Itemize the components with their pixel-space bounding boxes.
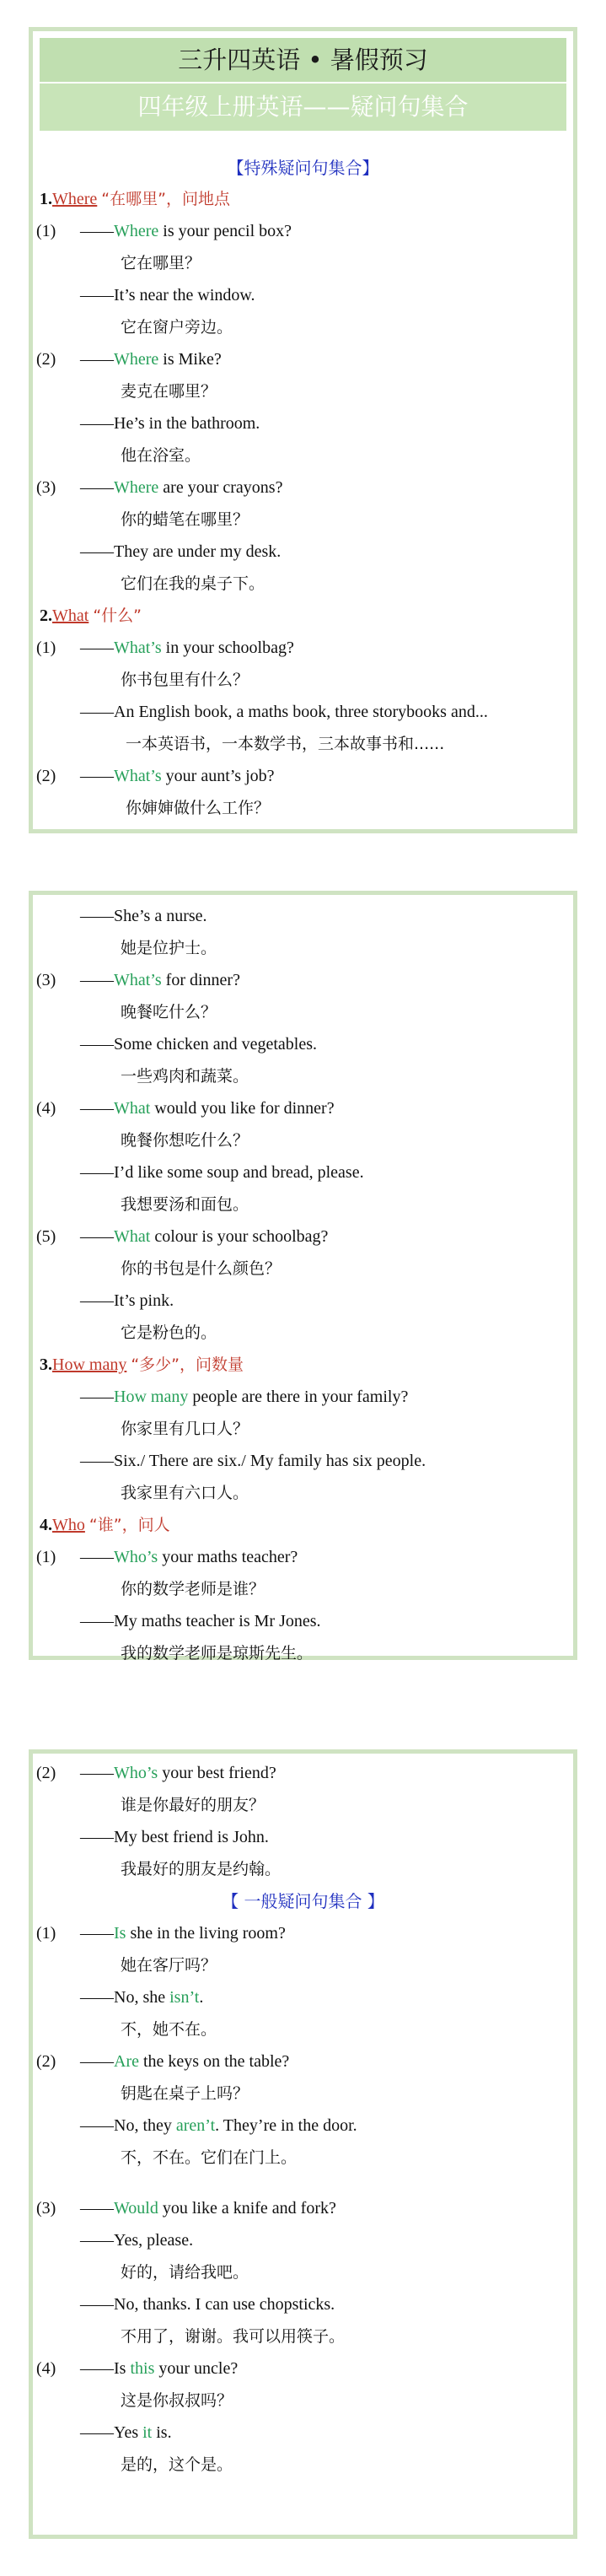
translation: 钥匙在桌子上吗？ xyxy=(121,2084,249,2103)
translation: 你的数学老师是谁？ xyxy=(121,1580,265,1598)
translation: 谁是你最好的朋友？ xyxy=(121,1796,265,1814)
list-item: (2) ——Where is Mike? xyxy=(36,350,222,369)
special-questions-title: 【特殊疑问句集合】 xyxy=(227,158,379,178)
list-item: ——An English book, a maths book, three storybooks and... xyxy=(80,703,488,721)
list-item: (1) ——Where is your pencil box? xyxy=(36,222,292,240)
who-examples-continued xyxy=(33,1757,573,1885)
translation: 我想要汤和面包。 xyxy=(121,1195,249,1214)
translation: 他在浴室。 xyxy=(121,446,201,465)
list-item: ——Six./ There are six./ My family has six people. xyxy=(80,1452,426,1470)
translation: 我的数学老师是琼斯先生。 xyxy=(121,1644,314,1663)
list-item: ——My best friend is John. xyxy=(80,1828,269,1846)
list-item: (2) ——Who’s your best friend? xyxy=(36,1764,276,1782)
where-heading: 1.Where “在哪里”，问地点 xyxy=(40,190,230,208)
translation: 她在客厅吗？ xyxy=(121,1956,217,1975)
general-questions-title: 【 一般疑问句集合 】 xyxy=(222,1891,384,1911)
translation: 麦克在哪里？ xyxy=(121,382,217,401)
page-1 xyxy=(29,27,577,833)
list-item: (4) ——Is this your uncle? xyxy=(36,2359,239,2378)
list-item: (1) ——Who’s your maths teacher? xyxy=(36,1548,298,1566)
list-item: ——It’s pink. xyxy=(80,1291,174,1310)
list-item: ——She’s a nurse. xyxy=(80,907,207,925)
page-3 xyxy=(29,1749,577,2539)
list-item: ——I’d like some soup and bread, please. xyxy=(80,1163,364,1182)
translation: 它在哪里？ xyxy=(121,254,201,272)
list-item: ——How many people are there in your family? xyxy=(80,1388,409,1406)
spacer xyxy=(33,2174,573,2192)
translation: 你书包里有什么？ xyxy=(121,671,249,689)
translation: 一些鸡肉和蔬菜。 xyxy=(121,1067,249,1086)
translation: 晚餐吃什么？ xyxy=(121,1003,217,1021)
list-item: (2) ——What’s your aunt’s job? xyxy=(36,767,275,785)
list-item: ——No, they aren’t. They’re in the door. xyxy=(80,2116,357,2135)
translation: 这是你叔叔吗？ xyxy=(121,2391,233,2410)
list-item: (1) ——Is she in the living room? xyxy=(36,1924,286,1943)
translation: 是的，这个是。 xyxy=(121,2455,233,2474)
list-item: (3) ——What’s for dinner? xyxy=(36,971,240,989)
translation: 它是粉色的。 xyxy=(121,1323,217,1342)
what-examples xyxy=(33,632,573,824)
how-many-examples xyxy=(33,1381,573,1509)
list-item: ——My maths teacher is Mr Jones. xyxy=(80,1612,321,1630)
who-heading: 4.Who “谁”，问人 xyxy=(40,1516,170,1534)
translation: 它们在我的桌子下。 xyxy=(121,574,265,593)
list-item: (2) ——Are the keys on the table? xyxy=(36,2052,290,2071)
list-item: ——No, thanks. I can use chopsticks. xyxy=(80,2295,335,2314)
page-title: 三升四英语 • 暑假预习 xyxy=(40,38,566,84)
translation: 不，不在。它们在门上。 xyxy=(121,2148,298,2167)
translation: 晚餐你想吃什么？ xyxy=(121,1131,249,1150)
what-heading: 2.What “什么” xyxy=(40,606,142,625)
translation: 她是位护士。 xyxy=(121,939,217,957)
where-examples xyxy=(33,215,573,600)
list-item: ——Some chicken and vegetables. xyxy=(80,1035,318,1054)
list-item: ——He’s in the bathroom. xyxy=(80,414,260,433)
translation: 你家里有几口人？ xyxy=(121,1420,249,1438)
translation: 不，她不在。 xyxy=(121,2020,217,2039)
translation: 你的书包是什么颜色？ xyxy=(121,1259,282,1278)
translation: 你的蜡笔在哪里？ xyxy=(121,510,249,529)
who-examples xyxy=(33,1541,573,1669)
translation: 我最好的朋友是约翰。 xyxy=(121,1860,282,1878)
page-2 xyxy=(29,891,577,1663)
list-item: (4) ——What would you like for dinner? xyxy=(36,1099,335,1118)
list-item: (5) ——What colour is your schoolbag? xyxy=(36,1227,329,1246)
how-many-heading: 3.How many “多少”，问数量 xyxy=(40,1355,244,1374)
list-item: ——No, she isn’t. xyxy=(80,1988,204,2007)
translation: 它在窗户旁边。 xyxy=(121,318,233,337)
list-item: (1) ——What’s in your schoolbag? xyxy=(36,639,294,657)
list-item: (3) ——Where are your crayons? xyxy=(36,478,283,497)
translation: 我家里有六口人。 xyxy=(121,1484,249,1502)
general-examples xyxy=(33,1917,573,2481)
translation: 你婶婶做什么工作？ xyxy=(126,799,271,817)
translation: 好的，请给我吧。 xyxy=(121,2263,249,2282)
list-item: ——Yes it is. xyxy=(80,2423,172,2442)
translation: 不用了，谢谢。我可以用筷子。 xyxy=(121,2327,346,2346)
list-item: ——It’s near the window. xyxy=(80,286,255,304)
what-examples-continued xyxy=(33,900,573,1349)
page-subtitle: 四年级上册英语——疑问句集合 xyxy=(40,84,566,131)
list-item: (3) ——Would you like a knife and fork? xyxy=(36,2199,336,2218)
translation: 一本英语书，一本数学书，三本故事书和...... xyxy=(126,735,445,753)
list-item: ——They are under my desk. xyxy=(80,542,282,561)
list-item: ——Yes, please. xyxy=(80,2231,194,2250)
